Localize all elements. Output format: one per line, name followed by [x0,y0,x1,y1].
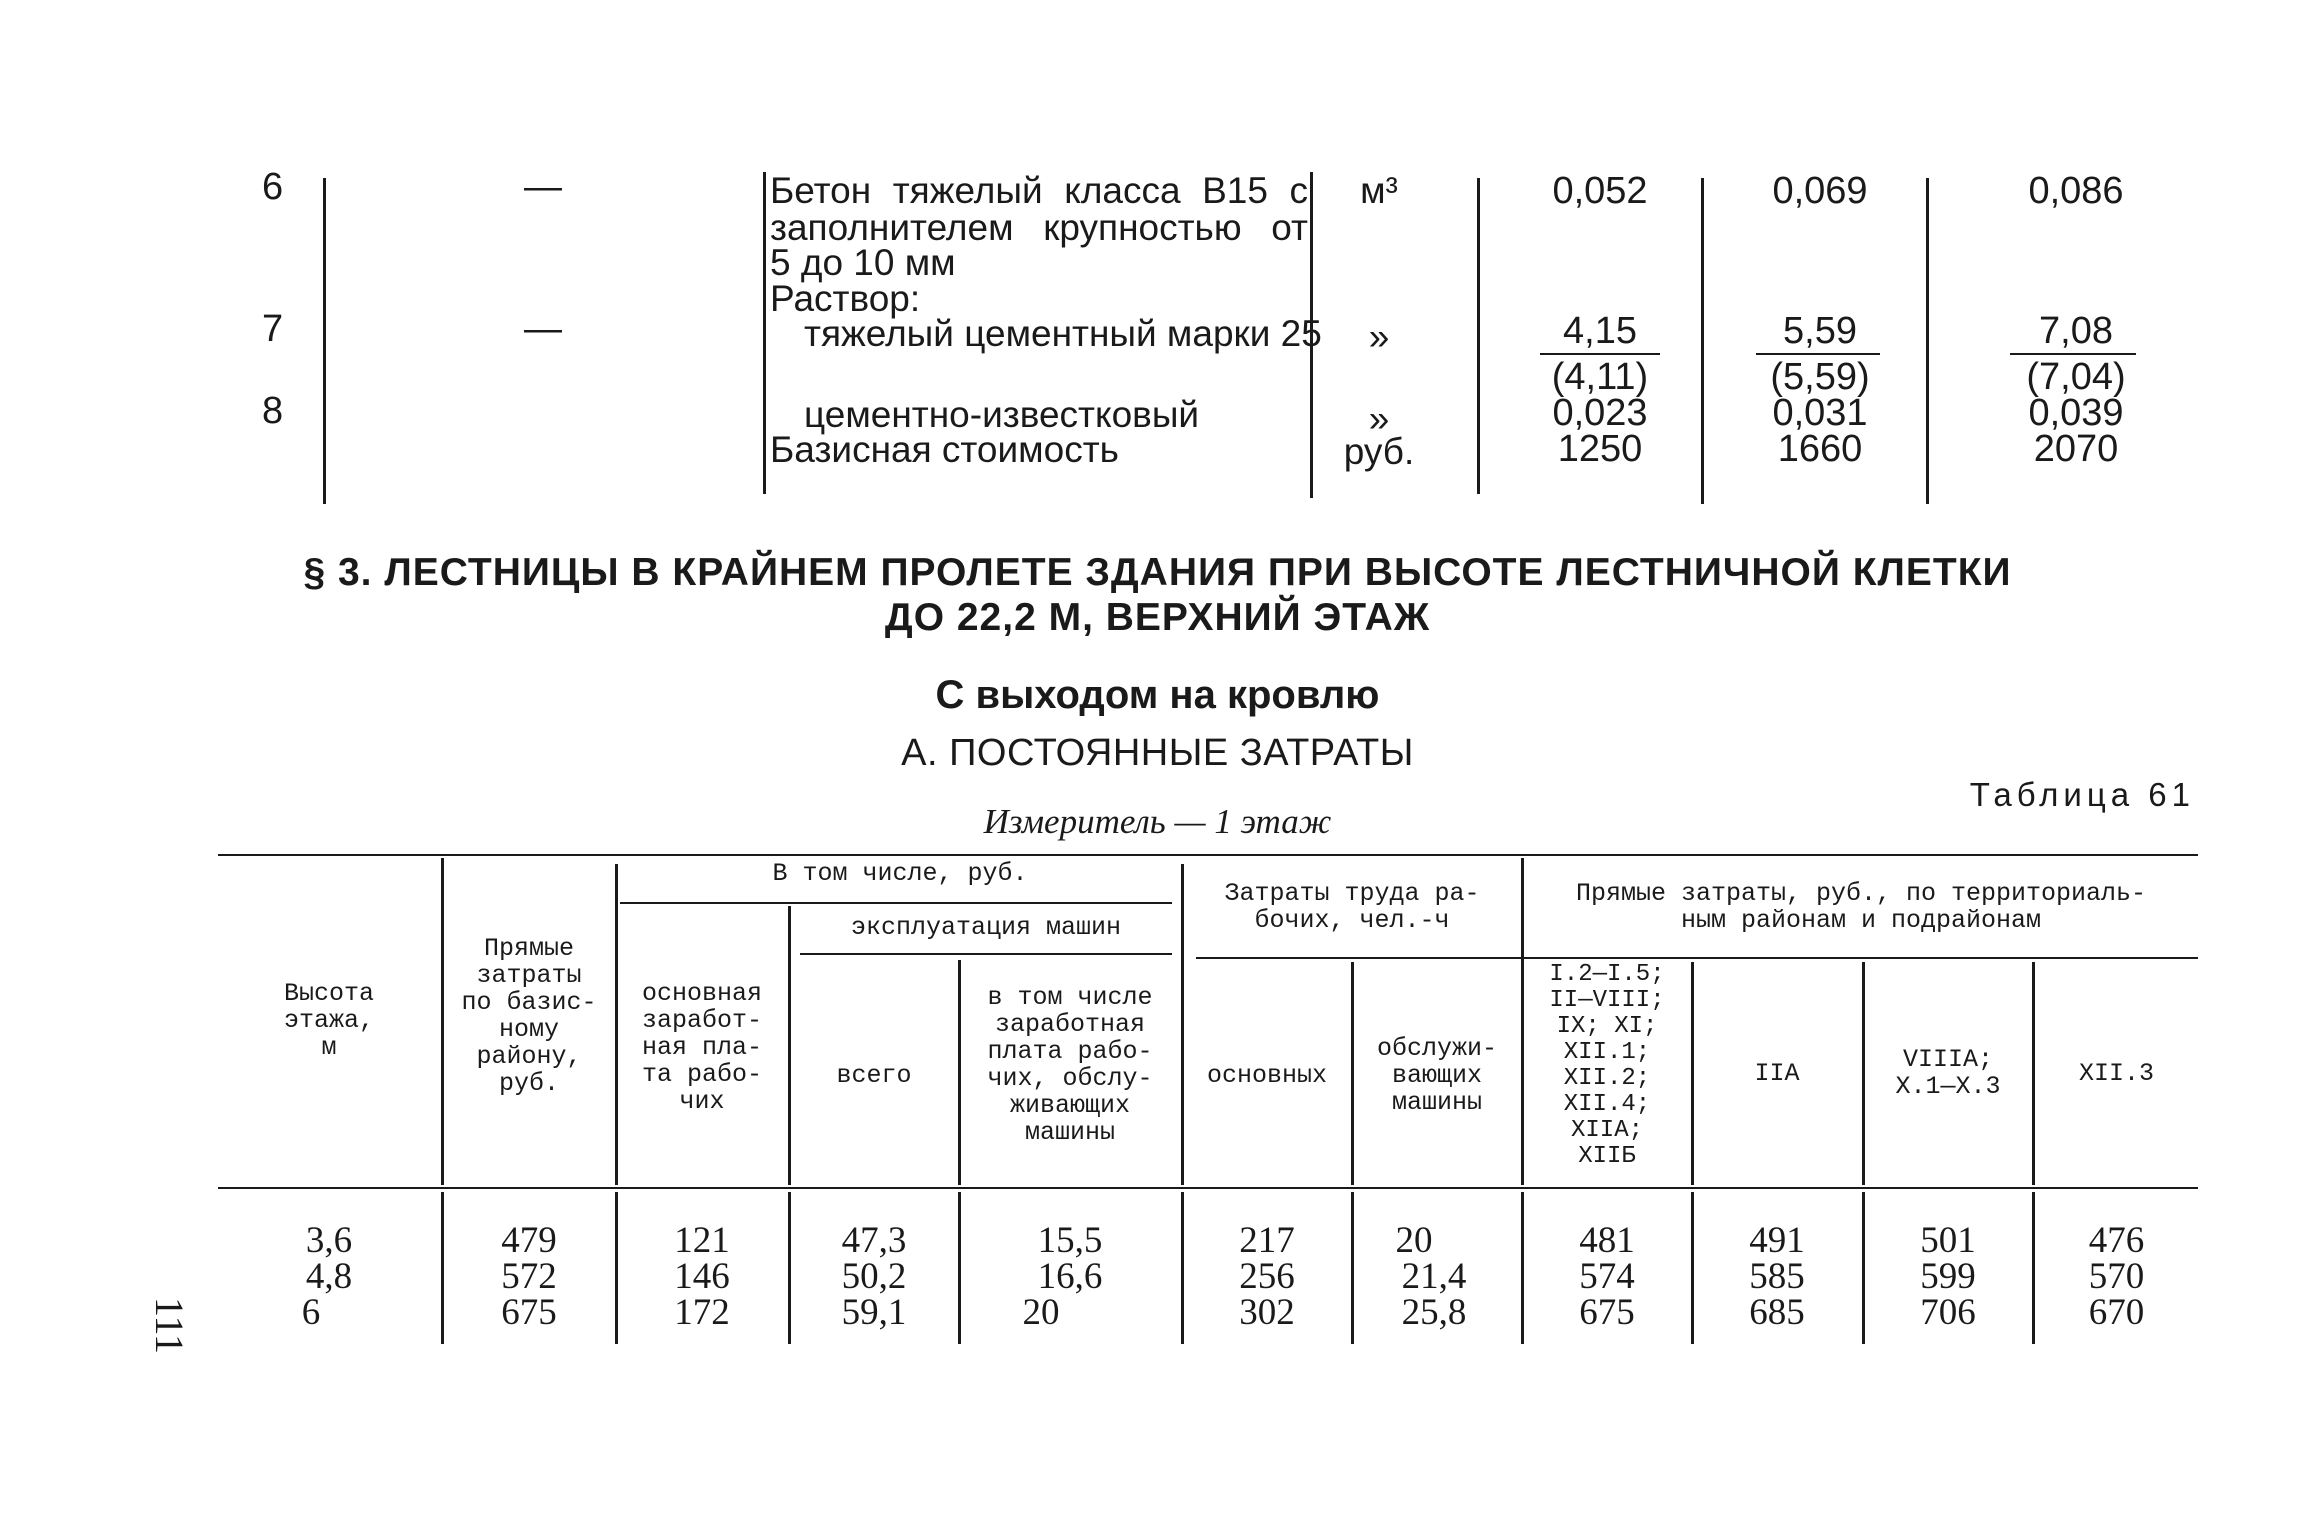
unit-cell: » [1368,398,1390,439]
cell-labor-machines: 21,4 [1401,1256,1467,1297]
cell-machines-total: 50,2 [841,1256,907,1297]
header-labor-group: Затраты труда ра- бочих, чел.-ч [1224,879,1480,935]
material-name-line: цементно-известковый [804,394,1200,435]
fraction-bar [1756,353,1880,355]
cell-region-2: 491 [1749,1220,1805,1261]
value-cell: 0,069 [1772,170,1868,212]
upper-table-rule [1477,178,1480,494]
table-label: Таблица 61 [1969,776,2195,813]
cell-labor-machines: 25,8 [1401,1292,1467,1333]
header-region-3: VIIIА; X.1—X.3 [1895,1045,2001,1101]
material-name-line: Бетон тяжелый класса В15 с [770,170,1308,211]
cell-labor-machines: 20 [1395,1220,1433,1261]
section-title-line1: § 3. ЛЕСТНИЦЫ В КРАЙНЕМ ПРОЛЕТЕ ЗДАНИЯ ПРИ ВЫСОТЕ ЛЕСТНИЧНОЙ КЛЕТКИ [303,551,2012,594]
cell-region-4: 570 [2088,1256,2145,1297]
cell-region-3: 501 [1920,1220,1976,1261]
fraction-bar [1540,353,1660,355]
group-rule [1526,957,2198,959]
value-cell: 4,15 [1563,310,1637,352]
header-region-4: XII.3 [2078,1059,2154,1088]
header-labor-machines: обслужи- вающих машины [1376,1034,1498,1117]
cell-region-4: 476 [2088,1220,2145,1261]
value-cell: 0,039 [2028,392,2124,434]
code-dash: — [524,308,562,350]
material-name-line: 5 до 10 мм [770,242,956,283]
material-name-line: Раствор: [770,278,921,319]
upper-table-rule [1701,178,1704,504]
cell-main-wage: 146 [674,1256,730,1297]
header-bottom-rule [218,1187,2198,1189]
header-including-group: В том числе, руб. [772,859,1028,888]
value-cell: 0,052 [1552,170,1648,212]
value-cell: 0,031 [1772,392,1868,434]
cell-region-2: 685 [1749,1292,1805,1333]
upper-table-rule [763,172,766,494]
measure-caption: Измеритель — 1 этаж [983,802,1332,841]
value-cell: 1660 [1777,428,1863,470]
cell-labor-main: 302 [1239,1292,1295,1333]
row-number: 7 [262,308,284,350]
material-name-line: тяжелый цементный марки 25 [804,313,1322,354]
unit-cell: » [1368,316,1390,357]
cell-height: 6 [301,1292,321,1333]
value-cell: (4,11) [1551,356,1649,398]
cell-machines-wage: 16,6 [1037,1256,1103,1297]
value-cell: 5,59 [1783,310,1857,352]
cell-machines-wage: 20 [1022,1292,1060,1333]
cell-direct-basic: 479 [501,1220,557,1261]
subsection-title: А. ПОСТОЯННЫЕ ЗАТРАТЫ [901,732,1414,774]
cell-direct-basic: 572 [501,1256,557,1297]
cell-region-1: 574 [1579,1256,1635,1297]
upper-table-rule [323,178,326,504]
cell-main-wage: 121 [674,1220,730,1261]
group-rule [1196,957,1526,959]
cell-machines-wage: 15,5 [1037,1220,1103,1261]
cell-labor-main: 256 [1239,1256,1295,1297]
value-cell: (5,59) [1770,356,1870,398]
cell-region-3: 706 [1920,1292,1976,1333]
cell-main-wage: 172 [674,1292,730,1333]
header-direct-basic: Прямые затраты по базис- ному району, руб. [461,934,597,1098]
value-cell: 0,086 [2028,170,2124,212]
section-title-line2: ДО 22,2 М, ВЕРХНИЙ ЭТАЖ [884,596,1431,639]
unit-cell: м³ [1360,170,1398,211]
cell-height: 3,6 [305,1220,353,1261]
header-region-1: I.2—I.5; II—VIII; IX; XI; XII.1; XII.2; XII.4; XIIА; XIIБ [1549,961,1665,1170]
group-rule [620,902,1172,904]
cell-direct-basic: 675 [501,1292,557,1333]
cell-height: 4,8 [305,1256,353,1297]
section-subtitle: С выходом на кровлю [935,673,1380,717]
material-name-line: заполнителем крупностью от [770,207,1308,248]
upper-table-rule [1926,178,1929,504]
header-machines-total: всего [836,1061,912,1090]
value-cell: 1250 [1557,428,1643,470]
cell-region-3: 599 [1920,1256,1976,1297]
header-regions-group: Прямые затраты, руб., по территориаль- ным районам и подрайонам [1575,879,2147,935]
code-dash: — [524,166,562,208]
cell-region-4: 670 [2088,1292,2145,1333]
value-cell: 2070 [2033,428,2119,470]
cell-machines-total: 47,3 [841,1220,907,1261]
value-cell: (7,04) [2026,356,2126,398]
page-number: 111 [147,1296,193,1355]
row-number: 6 [262,166,284,208]
header-machines-group: эксплуатация машин [850,913,1122,942]
header-main-wage: основная заработ- ная пла- та рабо- чих [641,979,763,1116]
cell-machines-total: 59,1 [841,1292,907,1333]
header-height: Высота этажа, м [283,979,374,1062]
cell-region-1: 481 [1579,1220,1635,1261]
value-cell: 0,023 [1552,392,1648,434]
unit-cell: руб. [1343,431,1415,472]
table-top-rule [218,854,2198,856]
cell-region-1: 675 [1579,1292,1635,1333]
cell-region-2: 585 [1749,1256,1805,1297]
row-number: 8 [262,390,284,432]
fraction-bar [2010,353,2136,355]
header-labor-main: основных [1206,1061,1328,1090]
group-rule [800,953,1172,955]
header-machines-wage: в том числе заработная плата рабо- чих, обслу- живающих машины [987,983,1153,1147]
header-region-2: IIА [1754,1059,1800,1088]
header-rule [788,906,791,1185]
value-cell: 7,08 [2039,310,2113,352]
material-name-line: Базисная стоимость [770,429,1119,470]
cell-labor-main: 217 [1239,1220,1295,1261]
